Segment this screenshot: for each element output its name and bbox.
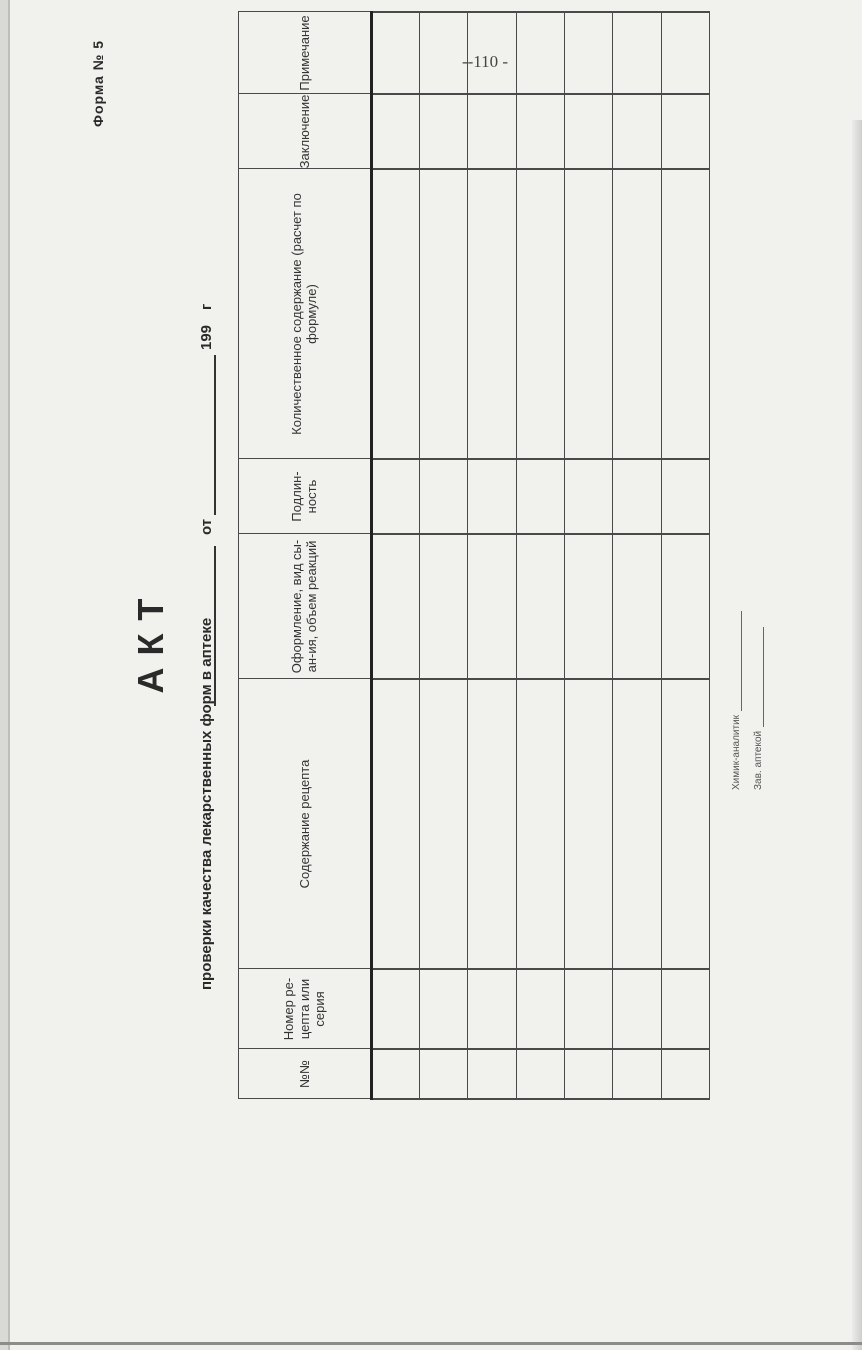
signature-manager xyxy=(742,390,764,790)
table-cell xyxy=(516,169,564,459)
act-title: АКТ xyxy=(130,586,171,694)
table-cell xyxy=(565,94,613,169)
table-cell xyxy=(565,1049,613,1099)
table-cell xyxy=(613,459,661,534)
table-row xyxy=(371,12,419,1099)
page-left-border xyxy=(8,0,10,1350)
table-cell xyxy=(565,679,613,969)
page-bottom-border xyxy=(0,1342,862,1345)
table-cell xyxy=(468,969,516,1049)
table-row xyxy=(420,12,468,1099)
table-cell xyxy=(468,94,516,169)
table-header-row xyxy=(239,12,372,1099)
table-cell xyxy=(516,94,564,169)
signature-manager-blank xyxy=(753,627,764,727)
table-cell xyxy=(516,1049,564,1099)
table-cell xyxy=(661,94,709,169)
header-cell-recipe-content: Содержание рецепта xyxy=(239,679,372,969)
table-cell xyxy=(661,169,709,459)
table-cell xyxy=(420,1049,468,1099)
rotated-form xyxy=(90,15,790,1240)
table-cell xyxy=(613,94,661,169)
page-number: --110 - xyxy=(461,52,509,71)
header-cell-authenticity: Подлин-ность xyxy=(239,459,372,534)
signature-chemist-blank xyxy=(731,611,742,711)
table-cell xyxy=(468,534,516,679)
signature-chemist-label: Химик-аналитик xyxy=(731,714,742,790)
table-cell xyxy=(613,679,661,969)
table-cell xyxy=(613,1049,661,1099)
signature-chemist xyxy=(720,390,742,790)
table-cell xyxy=(371,534,419,679)
header-cell-notes: Примечание xyxy=(239,12,372,94)
table-cell xyxy=(420,969,468,1049)
subtitle-blank-date-2 xyxy=(198,355,216,515)
table-cell xyxy=(565,459,613,534)
table-cell xyxy=(371,94,419,169)
table-cell xyxy=(661,679,709,969)
signatures-block xyxy=(720,390,764,790)
signature-manager-label: Зав. аптекой xyxy=(753,730,764,790)
subtitle-from: от xyxy=(198,518,215,535)
table-cell xyxy=(468,169,516,459)
table-row xyxy=(516,12,564,1099)
table-row xyxy=(565,12,613,1099)
table-cell xyxy=(516,12,564,94)
table-cell xyxy=(661,12,709,94)
header-cell-appearance: Оформление, вид сы-ан-ия, объем реакций xyxy=(239,534,372,679)
table-cell xyxy=(371,969,419,1049)
table-cell xyxy=(516,534,564,679)
subtitle-year-suffix: г xyxy=(198,303,215,310)
table-cell xyxy=(565,534,613,679)
table-row xyxy=(613,12,661,1099)
header-cell-recipe-number: Номер ре-цепта или серия xyxy=(239,969,372,1049)
form-label: Форма № 5 xyxy=(90,40,106,127)
table-cell xyxy=(661,459,709,534)
subtitle-row xyxy=(198,40,228,1240)
page-left-edge xyxy=(0,0,8,1350)
table-cell xyxy=(516,459,564,534)
table-cell xyxy=(613,169,661,459)
page-right-shadow xyxy=(852,120,862,1350)
table-cell xyxy=(468,1049,516,1099)
quality-check-table xyxy=(238,11,710,1100)
table-cell xyxy=(516,679,564,969)
table-cell xyxy=(565,169,613,459)
header-cell-conclusion: Заключение xyxy=(239,94,372,169)
header-cell-number: №№ xyxy=(239,1049,372,1099)
table-cell xyxy=(661,1049,709,1099)
table-cell xyxy=(371,1049,419,1099)
table-cell xyxy=(371,12,419,94)
table-cell xyxy=(420,12,468,94)
table-cell xyxy=(468,12,516,94)
header-cell-quantitative: Количественное содержание (расчет по формуле) xyxy=(239,169,372,459)
table-cell xyxy=(613,534,661,679)
table-cell xyxy=(420,534,468,679)
table-cell xyxy=(468,459,516,534)
table-cell xyxy=(371,169,419,459)
table-cell xyxy=(613,12,661,94)
table-cell xyxy=(420,459,468,534)
table-cell xyxy=(516,969,564,1049)
subtitle-blank-date xyxy=(198,546,216,706)
table-cell xyxy=(420,679,468,969)
table-row xyxy=(661,12,709,1099)
table-cell xyxy=(468,679,516,969)
table-cell xyxy=(661,534,709,679)
table-cell xyxy=(661,969,709,1049)
table-cell xyxy=(613,969,661,1049)
table-cell xyxy=(565,969,613,1049)
table-cell xyxy=(371,459,419,534)
subtitle-text: проверки качества лекарственных форм в аптеке xyxy=(198,617,215,990)
subtitle-year: 199 xyxy=(198,324,215,350)
table-row xyxy=(468,12,516,1099)
table-cell xyxy=(420,169,468,459)
table-cell xyxy=(420,94,468,169)
table-cell xyxy=(371,679,419,969)
table-cell xyxy=(565,12,613,94)
